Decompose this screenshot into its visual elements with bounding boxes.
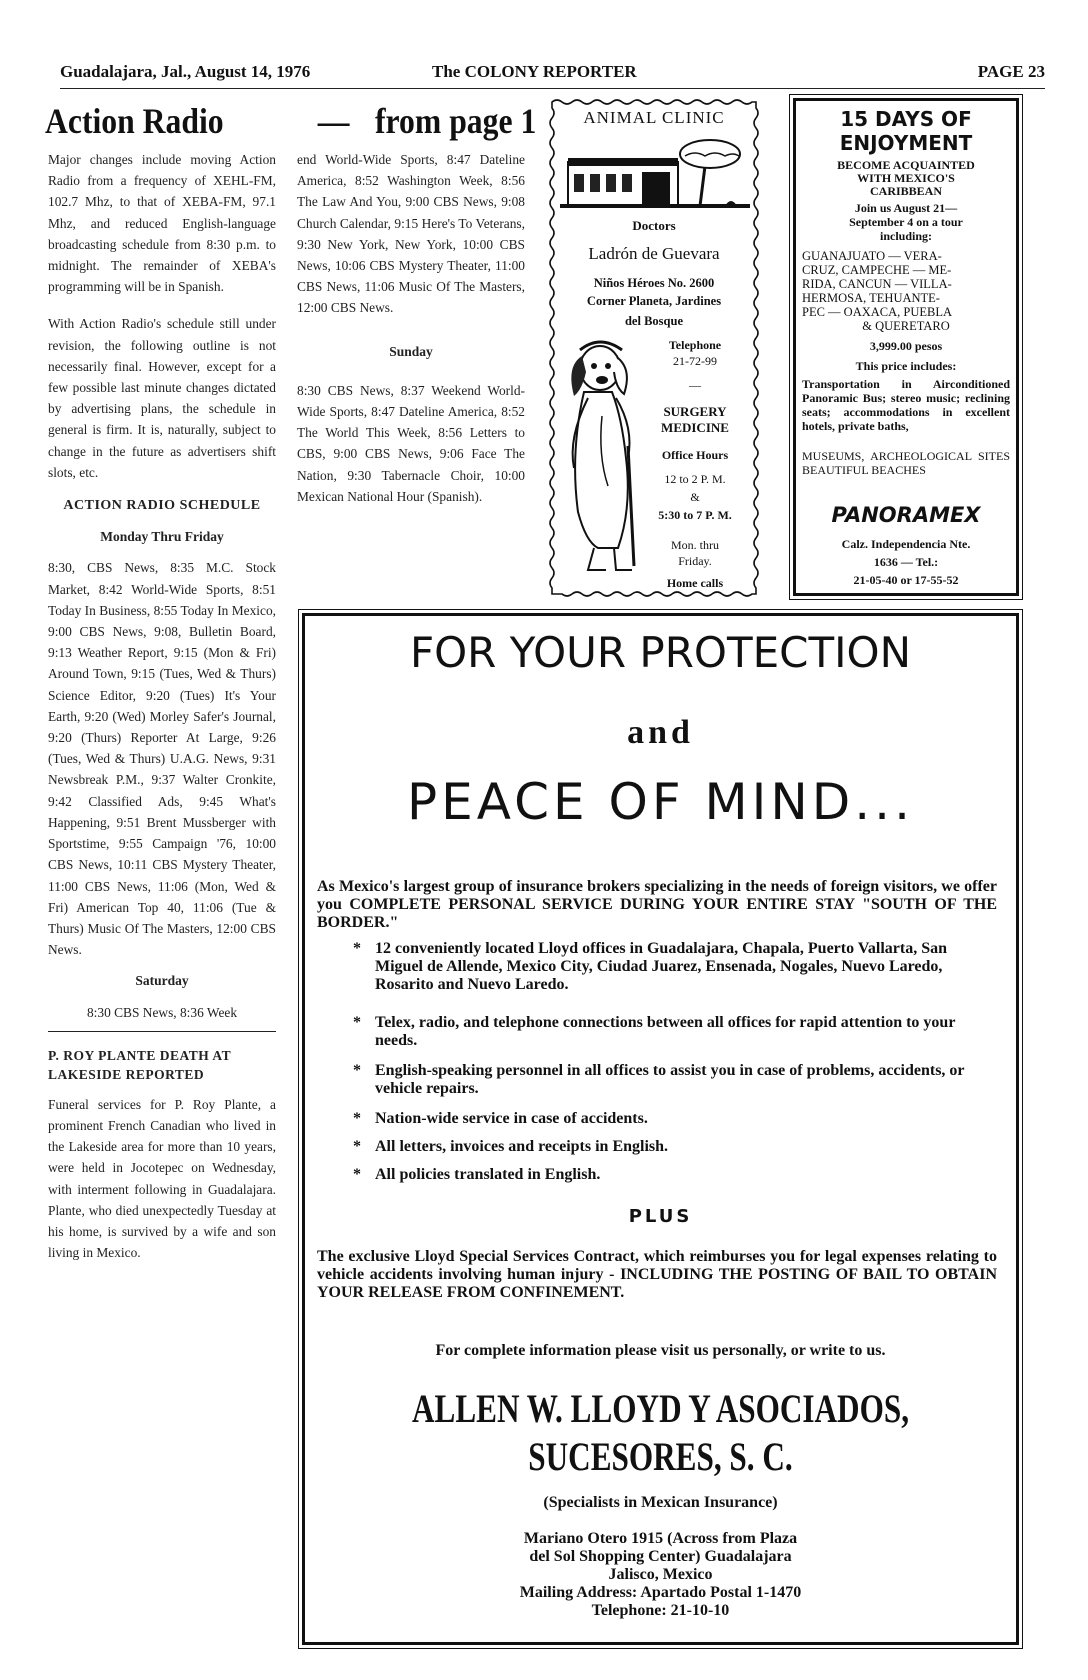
clinic-service: MEDICINE [661, 420, 729, 435]
ad-firm-name: ALLEN W. LLOYD Y ASOCIADOS, [411, 1386, 910, 1431]
ad-bullet [353, 1014, 973, 1050]
tour-attractions: MUSEUMS, ARCHEOLOGICAL SITES BEAUTIFUL BEACHES [802, 449, 1010, 477]
ad-plus: PLUS [628, 1206, 693, 1227]
ad-bullet [353, 1110, 973, 1128]
weekday-title: Monday Thru Friday [100, 529, 224, 545]
ad-bullet-text: All policies translated in English. [375, 1166, 601, 1183]
saturday-schedule: 8:30 CBS News, 8:36 Week [86, 1004, 238, 1020]
tour-dates: including: [879, 229, 933, 243]
headline [45, 100, 537, 144]
header-masthead: The COLONY REPORTER [432, 62, 637, 81]
clinic-days: Friday. [678, 554, 712, 568]
tour-headline: ENJOYMENT [839, 131, 973, 155]
lloyd-insurance-ad [302, 613, 1019, 1645]
tour-subhead: BECOME ACQUAINTED [837, 158, 975, 172]
ad-intro: As Mexico's largest group of insurance brokers specializing in the needs of foreign visitors, we offer you COMPLETE PERSONAL SERVICE DURING YOUR ENTIRE STAY "SOUTH OF THE BORDER." [317, 878, 997, 931]
ad-visit-text: For complete information please visit us personally, or write to us. [435, 1342, 886, 1359]
clinic-building-illustration [560, 134, 750, 214]
ad-firm-name: SUCESORES, S. C. [528, 1434, 793, 1479]
panoramex-address: Calz. Independencia Nte. [841, 537, 971, 551]
tour-headline: 15 DAYS OF [840, 107, 972, 131]
ad-bullet-text: All letters, invoices and receipts in English. [375, 1138, 669, 1155]
tour-subhead: WITH MEXICO'S [857, 171, 955, 185]
clinic-hours: 5:30 to 7 P. M. [658, 508, 732, 522]
clinic-days: Mon. thru [671, 538, 719, 552]
clinic-hours: & [690, 490, 700, 504]
column-rule [48, 1031, 276, 1032]
panoramex-ad [793, 98, 1019, 596]
ad-address: del Sol Shopping Center) Guadalajara [529, 1548, 792, 1565]
ad-telephone: Telephone: 21-10-10 [591, 1602, 730, 1619]
clinic-address: del Bosque [624, 314, 683, 328]
dog-doctor-illustration [558, 336, 648, 576]
bullet-star: * [353, 1166, 361, 1183]
clinic-dash: — [689, 378, 701, 392]
ad-bullet [353, 940, 973, 994]
ad-specialty: (Specialists in Mexican Insurance) [543, 1494, 778, 1511]
ad-bullet-text: 12 conveniently located Lloyd offices in Guadalajara, Chapala, Puerto Vallarta, San Miguel de Allende, Mexico City, Ciudad Juarez, Ensenada, Nogales, Nuevo Laredo, Rosarito and Nuevo Laredo. [375, 940, 948, 993]
sunday-schedule: 8:30 CBS News, 8:37 Weekend World-Wide Sports, 8:47 Dateline America, 8:52 The World This Week, 8:56 Letters to CBS, 9:00 CBS News, 9:06 Face The Nation, 9:30 Tabernacle Choir, 10:00 Mexican National Hour (Spanish). [297, 382, 525, 504]
tour-destinations: HERMOSA, TEHUANTE- [802, 291, 940, 305]
tour-destinations: & QUERETARO [862, 319, 950, 333]
headline-right: from page 1 [375, 101, 537, 141]
obituary-text: Funeral services for P. Roy Plante, a prominent French Canadian who lived in the Lakeside area for more than 10 years, were held in Jocotepec on Wednesday, with interment following in Guadalajara. Plante, who died unexpectedly Tuesday at his home, is survived by a wife and son living in Mexico. [48, 1096, 276, 1261]
tour-subhead: CARIBBEAN [869, 184, 942, 198]
ad-bullet [353, 1062, 973, 1098]
ad-bullet-text: English-speaking personnel in all offices to assist you in case of problems, accidents, or vehicle repairs. [375, 1062, 965, 1097]
panoramex-phone: 21-05-40 or 17-55-52 [853, 573, 959, 587]
ad-headline-and: and [627, 714, 694, 751]
weekday-schedule: 8:30, CBS News, 8:35 M.C. Stock Market, 8:42 World-Wide Sports, 8:51 Today In Business, 8:55 Today In Mexico, 9:00 CBS News, 9:08, Bulletin Board, 9:13 Weather Report, 9:15 (Mon & Fri) Around Town, 9:15 (Tues, Wed & Thurs) Science Editor, 9:20 (Tues) It's Your Earth, 9:20 (Wed) Morley Safer's Journal, 9:20 (Thurs) Reporter At Large, 9:26 (Tues, Wed & Thurs) U.A.G. News, 9:31 Newsbreak P.M., 9:37 Walter Cronkite, 9:42 Classified Ads, 9:45 What's Happening, 9:51 Brent Mussberger with Sportstime, 9:55 Campaign '76, 10:00 CBS News, 10:11 CBS Mystery Theater, 11:00 CBS News, 11:06 (Mon, Wed & Fri) American Top 40, 11:06 (Tue & Thurs) Music Of The Masters, 12:00 CBS News. [48, 560, 276, 958]
tour-destinations: CRUZ, CAMPECHE — ME- [802, 263, 952, 277]
clinic-hours: 12 to 2 P. M. [664, 472, 726, 486]
ad-address: Mariano Otero 1915 (Across from Plaza [523, 1530, 798, 1547]
bullet-star: * [353, 1138, 361, 1155]
clinic-hours-label: Office Hours [661, 448, 729, 462]
article-paragraph: With Action Radio's schedule still under revision, the following outline is not necessarily final. However, except for a few possible last minute changes dictated by advertising plans, the schedule in general is firm. It is, naturally, subject to change in the future as advertisers shift slots, etc. [48, 316, 276, 480]
ad-mailing-address: Mailing Address: Apartado Postal 1-1470 [519, 1584, 802, 1601]
ad-contract-text: The exclusive Lloyd Special Services Contract, which reimburses you for legal expenses relating to vehicle accidents involving human injury - INCLUDING THE POSTING OF BAIL TO OBTAIN YOUR RELEASE FROM CONFINEMENT. [317, 1248, 997, 1301]
ad-bullet [353, 1138, 973, 1156]
clinic-address: Corner Planeta, Jardines [586, 294, 722, 308]
page-header [60, 62, 1045, 86]
ad-address: Jalisco, Mexico [608, 1566, 713, 1583]
tour-dates: September 4 on a tour [849, 215, 963, 229]
tour-includes-label: This price includes: [855, 359, 957, 373]
ad-headline: FOR YOUR PROTECTION [409, 628, 912, 677]
bullet-star: * [353, 1062, 361, 1079]
column-2 [297, 149, 525, 507]
clinic-doctor-name: Ladrón de Guevara [588, 244, 720, 263]
clinic-telephone-label: Telephone [668, 338, 722, 352]
clinic-address: Niños Héroes No. 2600 [593, 276, 715, 290]
ad-bullet [353, 1166, 973, 1184]
article-paragraph: Major changes include moving Action Radio from a frequency of XEHL-FM, 102.7 Mhz, to that of XEBA-FM, 97.1 Mhz, and reduced English-language broadcasting schedule from 8:30 p.m. to midnight. The remainder of XEBA's programming will be in Spanish. [48, 152, 276, 295]
tour-destinations: RIDA, CANCUN — VILLA- [802, 277, 952, 291]
clinic-title: ANIMAL CLINIC [583, 108, 725, 127]
tour-destinations: GUANAJUATO — VERA- [802, 249, 942, 263]
clinic-telephone: 21-72-99 [673, 354, 717, 368]
header-rule [60, 88, 1045, 89]
headline-left: Action Radio [45, 101, 224, 141]
clinic-doctors-label: Doctors [632, 218, 676, 233]
bullet-star: * [353, 1014, 361, 1031]
tour-destinations: PEC — OAXACA, PUEBLA [802, 305, 953, 319]
header-dateline: Guadalajara, Jal., August 14, 1976 [60, 62, 311, 81]
tour-dates: Join us August 21— [854, 201, 958, 215]
panoramex-address: 1636 — Tel.: [873, 555, 939, 569]
bullet-star: * [353, 940, 361, 957]
tour-price: 3,999.00 pesos [869, 339, 943, 353]
clinic-service: SURGERY [663, 404, 727, 419]
headline-dash: — [317, 101, 350, 141]
ad-bullet-text: Nation-wide service in case of accidents. [375, 1110, 648, 1127]
schedule-title: ACTION RADIO SCHEDULE [63, 498, 261, 514]
sunday-title: Sunday [389, 343, 433, 359]
tour-includes: Transportation in Airconditioned Panoramic Bus; stereo music; reclining seats; accommodations in excellent hotels, private baths, [802, 377, 1010, 433]
bullet-star: * [353, 1110, 361, 1127]
ad-headline: PEACE OF MIND... [407, 773, 914, 831]
obituary-headline: P. ROY PLANTE DEATH AT LAKESIDE REPORTED [48, 1047, 231, 1082]
animal-clinic-ad [548, 98, 760, 598]
ad-bullet-text: Telex, radio, and telephone connections between all offices for rapid attention to your needs. [375, 1014, 956, 1049]
article-paragraph: end World-Wide Sports, 8:47 Dateline America, 8:52 Washington Week, 8:56 The Law And You, 9:00 CBS News, 9:08 Church Calendar, 9:15 Here's To Veterans, 9:30 New York, New York, 10:00 CBS News, 10:06 CBS Mystery Theater, 11:00 CBS News, 11:06 Music Of The Masters, 12:00 CBS News. [297, 152, 525, 316]
column-1 [48, 149, 276, 1263]
clinic-home-calls: Home calls [666, 576, 724, 590]
saturday-title: Saturday [135, 973, 189, 989]
panoramex-logo: PANORAMEX [831, 503, 981, 527]
header-page-number: PAGE 23 [977, 62, 1045, 81]
